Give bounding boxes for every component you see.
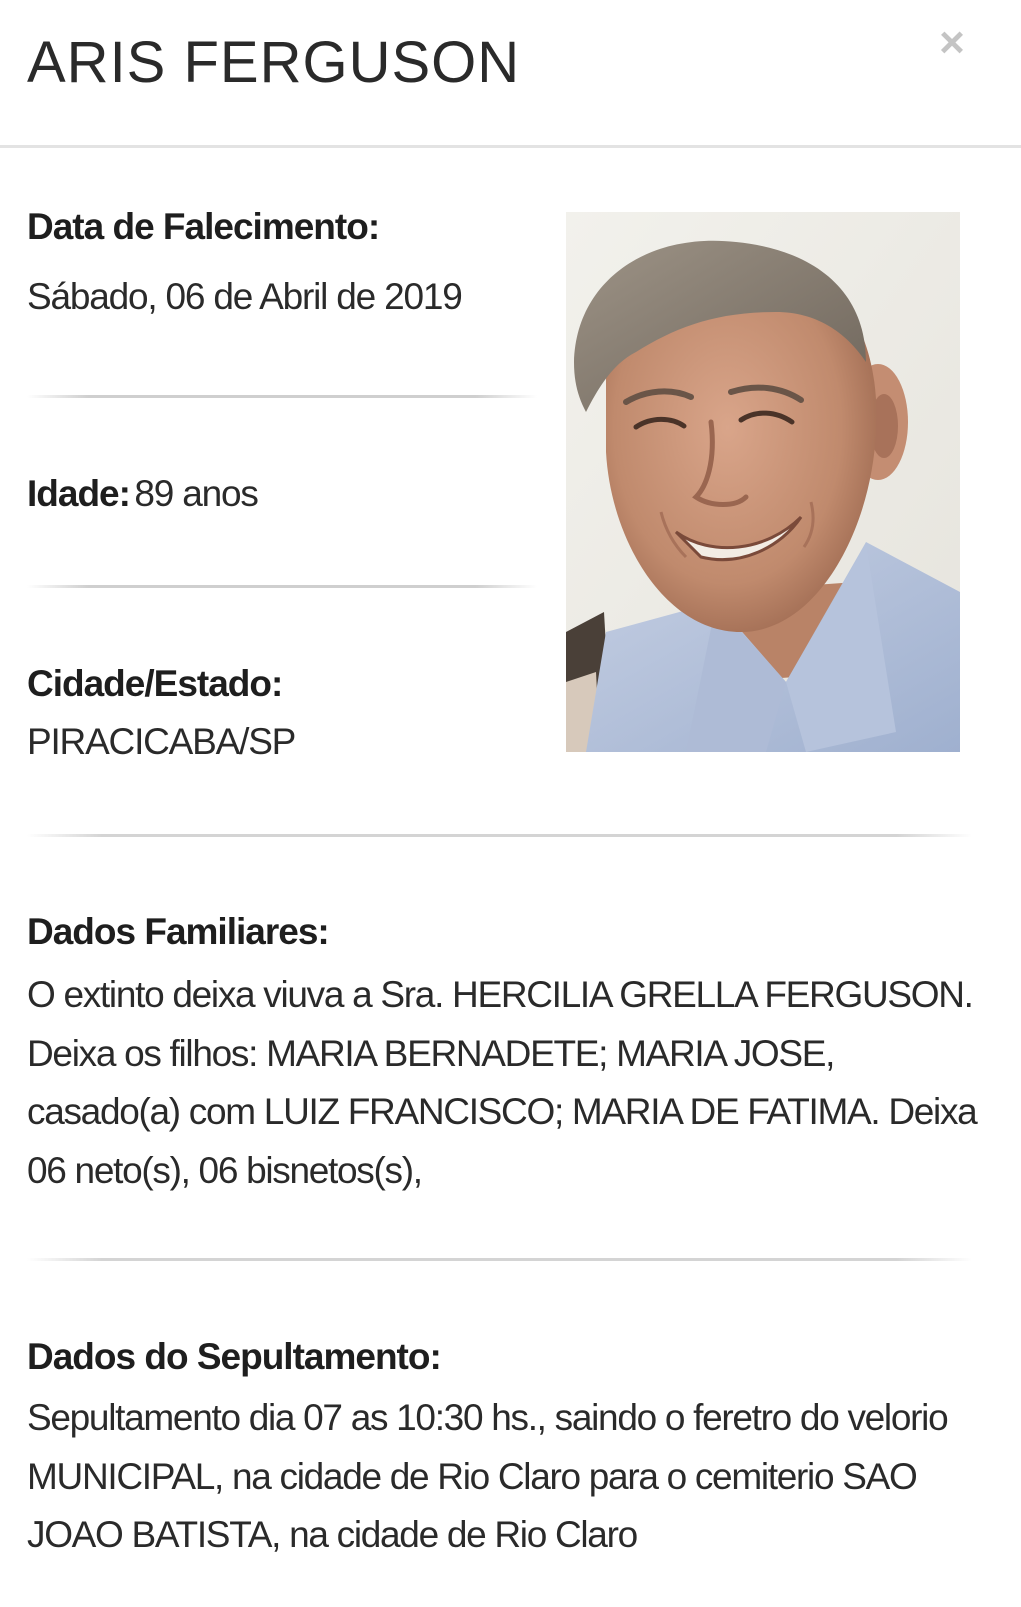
family-label: Dados Familiares:	[27, 911, 329, 952]
age-label: Idade:	[27, 473, 130, 514]
divider	[27, 1258, 972, 1261]
divider	[27, 585, 537, 588]
divider	[27, 395, 537, 398]
death-date-label: Data de Falecimento:	[27, 206, 380, 247]
city-value: PIRACICABA/SP	[27, 721, 296, 762]
age-value: 89 anos	[134, 473, 258, 514]
deceased-photo	[566, 212, 960, 752]
modal-header	[0, 0, 1021, 148]
family-text: O extinto deixa viuva a Sra. HERCILIA GRELLA FERGUSON. Deixa os filhos: MARIA BERNADETE; MARIA JOSE, casado(a) com LUIZ FRANCISCO; MARIA DE FATIMA. Deixa 06 neto(s), 06 bisnetos(s),	[27, 974, 977, 1191]
burial-text: Sepultamento dia 07 as 10:30 hs., saindo o feretro do velorio MUNICIPAL, na cidade de Rio Claro para o cemiterio SAO JOAO BATISTA, na cidade de Rio Claro	[27, 1397, 948, 1555]
city-label: Cidade/Estado:	[27, 663, 283, 704]
page-title: ARIS FERGUSON	[27, 30, 521, 95]
burial-label: Dados do Sepultamento:	[27, 1336, 441, 1377]
death-date-value: Sábado, 06 de Abril de 2019	[27, 276, 462, 317]
age-field	[27, 473, 258, 515]
close-icon[interactable]: ×	[939, 18, 965, 67]
divider	[27, 834, 972, 837]
